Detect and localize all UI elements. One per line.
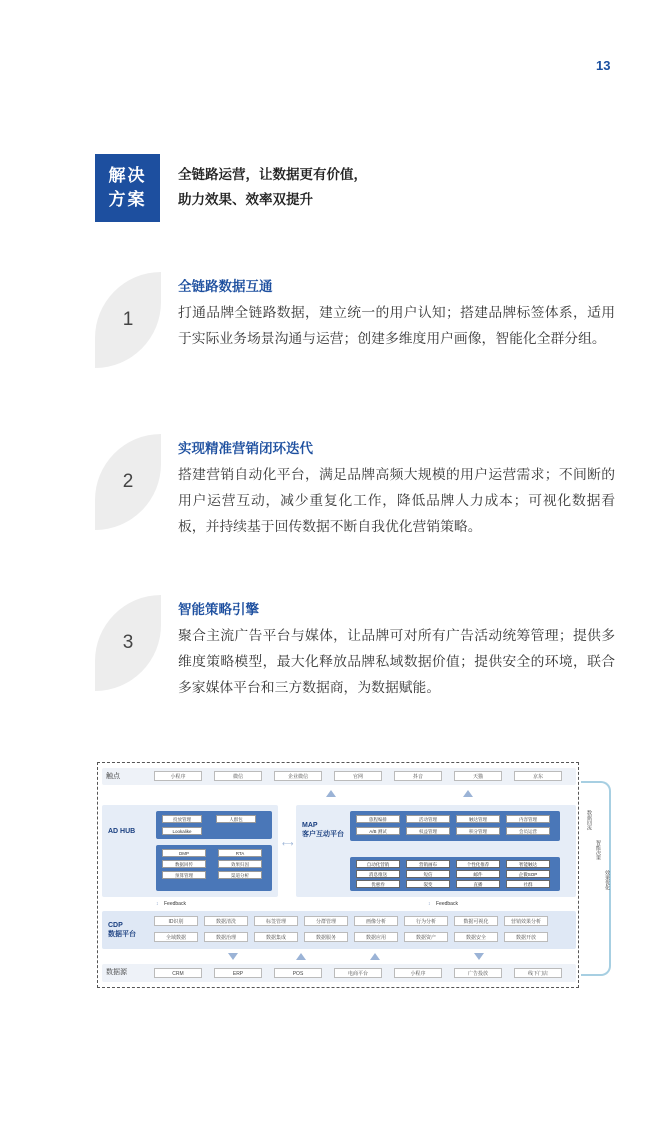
touchpoint-chip: 企业微信 [274,771,322,781]
map-chip: 社群 [506,880,550,888]
datasource-chip: POS [274,968,322,978]
adhub-label: AD HUB [108,828,136,835]
touchpoint-band [102,768,576,785]
cdp-chip: 数据应用 [354,932,398,942]
map-chip: 触达管理 [456,815,500,823]
map-chip: 内容管理 [506,815,550,823]
cdp-chip: 分群管理 [304,916,348,926]
solution-headline-line1: 全链路运营，让数据更有价值， [178,167,367,183]
datasource-chip: ERP [214,968,262,978]
side-note: 智能决策 [595,840,601,860]
map-chip: 旅程编排 [356,815,400,823]
map-chip: 营销画布 [406,860,450,868]
adhub-chip: 投放管理 [162,815,202,823]
arrow-up-icon [296,953,306,960]
item-title: 全链路数据互通 [178,279,273,295]
item-title: 智能策略引擎 [178,602,259,618]
side-note: 数据回流 [586,810,592,830]
arrow-down-icon [228,953,238,960]
map-chip: 活动管理 [406,815,450,823]
map-chip: 自动化营销 [356,860,400,868]
architecture-diagram [97,762,579,988]
arrow-up-icon [370,953,380,960]
item-body: 打通品牌全链路数据，建立统一的用户认知；搭建品牌标签体系，适用于实际业务场景沟通与运营；创建多维度用户画像，智能化全群分组。 [178,305,615,347]
datasource-chip: CRM [154,968,202,978]
map-top-panel [350,811,560,841]
adhub-chip: 预算管理 [162,871,206,879]
cdp-chip: 数据可视化 [454,916,498,926]
adhub-chip: RTA [218,849,262,857]
arrow-up-icon [326,790,336,797]
map-chip: 会员运营 [506,827,550,835]
map-chip: 企微SOP [506,870,550,878]
datasource-chip: 线下门店 [514,968,562,978]
adhub-chip: 渠道分析 [218,871,262,879]
solution-badge [95,154,160,222]
adhub-chip: 效果归因 [218,860,262,868]
adhub-chip: DMP [162,849,206,857]
map-chip: A/B 测试 [356,827,400,835]
datasource-band [102,964,576,982]
cdp-chip: 营销效果分析 [504,916,548,926]
side-note: 效果优化 [604,870,610,890]
cdp-chip: 行为分析 [404,916,448,926]
solution-headline-line2: 助力效果、效率双提升 [178,192,313,208]
cdp-label-line2: 数据平台 [108,931,136,938]
solution-badge-line1: 解决 [108,166,147,186]
map-chip: 积分管理 [456,827,500,835]
datasource-chip: 广告投放 [454,968,502,978]
adhub-chip: 人群包 [216,815,256,823]
touchpoint-chip: 京东 [514,771,562,781]
feedback-label: Feedback [436,901,458,907]
touchpoint-chip: 天猫 [454,771,502,781]
touchpoint-label: 触点 [106,773,120,780]
item-number-badge: 3 [95,595,161,691]
adhub-chip: Lookalike [162,827,202,835]
map-chip: 消息推送 [356,870,400,878]
item-number-badge: 1 [95,272,161,368]
adhub-band [102,805,278,897]
solution-badge-line2: 方案 [108,190,147,210]
map-chip: 权益管理 [406,827,450,835]
item-title: 实现精准营销闭环迭代 [178,441,313,457]
map-chip: 裂变 [406,880,450,888]
cdp-chip: 数据安全 [454,932,498,942]
touchpoint-chip: 抖音 [394,771,442,781]
feedback-arrow-icon: ↕ [156,901,159,907]
adhub-top-panel [156,811,272,839]
touchpoint-chip: 小程序 [154,771,202,781]
map-chip: 个性化推荐 [456,860,500,868]
map-band [296,805,576,897]
cdp-chip: 数据治理 [204,932,248,942]
map-chip: 短信 [406,870,450,878]
datasource-chip: 小程序 [394,968,442,978]
map-chip: 优惠券 [356,880,400,888]
touchpoint-chip: 微信 [214,771,262,781]
cdp-chip: 数据开放 [504,932,548,942]
cdp-label [108,921,136,939]
item-number-badge: 2 [95,434,161,530]
datasource-label: 数据源 [106,969,127,976]
cdp-chip: 数据清洗 [204,916,248,926]
cdp-chip: ID识别 [154,916,198,926]
map-label [302,821,344,839]
cdp-chip: 全域数据 [154,932,198,942]
adhub-chip: 数据回传 [162,860,206,868]
item-body: 聚合主流广告平台与媒体，让品牌可对所有广告活动统筹管理；提供多维度策略模型，最大化释放品牌私域数据价值；提供安全的环境，联合多家媒体平台和三方数据商，为数据赋能。 [178,628,615,696]
datasource-chip: 电商平台 [334,968,382,978]
cdp-chip: 数据资产 [404,932,448,942]
cdp-chip: 数据服务 [304,932,348,942]
cdp-chip: 画像分析 [354,916,398,926]
adhub-bottom-panel [156,845,272,891]
cdp-band [102,911,576,949]
touchpoint-chip: 官网 [334,771,382,781]
map-label-line1: MAP [302,822,318,829]
cdp-label-line1: CDP [108,922,123,929]
map-chip: 直播 [456,880,500,888]
arrow-down-icon [474,953,484,960]
page-number: 13 [596,58,611,73]
item-body: 搭建营销自动化平台，满足品牌高频大规模的用户运营需求；不间断的用户运营互动，减少重复化工作，降低品牌人力成本；可视化数据看板，并持续基于回传数据不断自我优化营销策略。 [178,467,615,535]
feedback-label: Feedback [164,901,186,907]
cdp-chip: 数据集成 [254,932,298,942]
cdp-chip: 标签管理 [254,916,298,926]
map-chip: 智能触达 [506,860,550,868]
feedback-arrow-icon: ↕ [428,901,431,907]
map-bottom-panel [350,857,560,891]
map-chip: 邮件 [456,870,500,878]
solution-headline [178,163,367,213]
arrow-up-icon [463,790,473,797]
bidirectional-arrow-icon: ⟷ [282,839,294,848]
map-label-line2: 客户互动平台 [302,831,344,838]
